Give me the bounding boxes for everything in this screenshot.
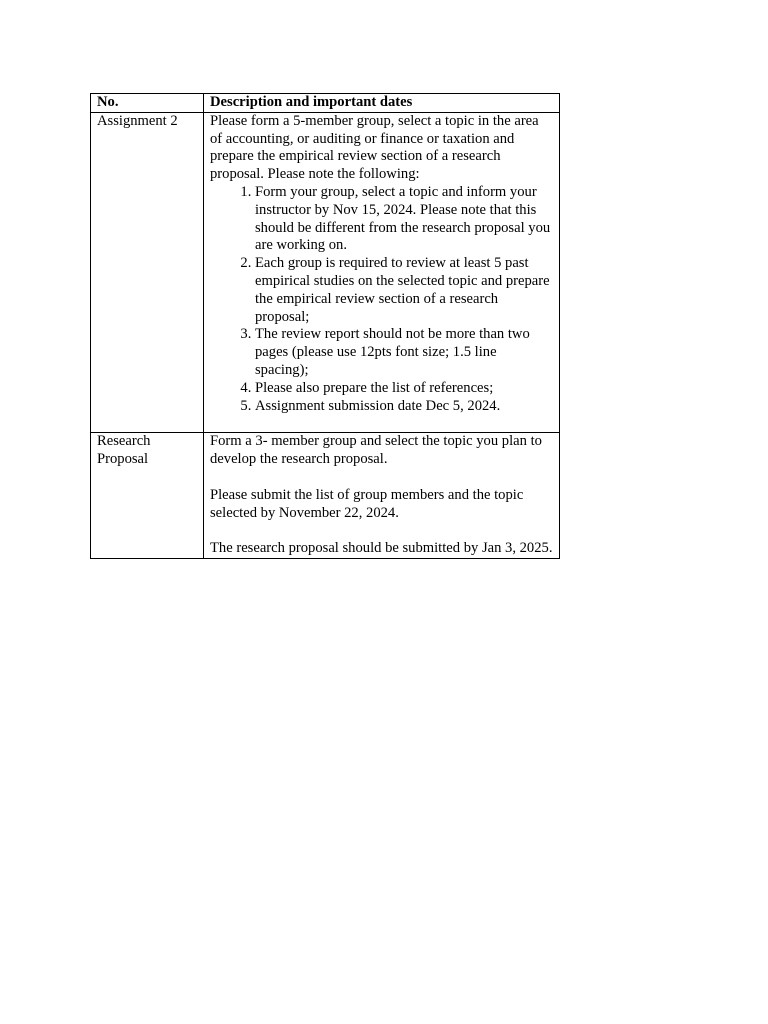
row-label-research-proposal: Research Proposal — [91, 433, 204, 559]
list-item: 5. Assignment submission date Dec 5, 2024. — [255, 398, 553, 416]
table-header-row — [91, 94, 560, 113]
row-description-research-proposal — [204, 433, 560, 559]
assignment-intro: Please form a 5-member group, select a topic in the area of accounting, or auditing or finance or taxation and prepare the empirical review section of a research proposal. Please note the following: — [210, 112, 539, 183]
list-item: 2. Each group is required to review at least 5 past empirical studies on the selected topic and prepare the empirical review section of a research proposal; — [255, 255, 553, 326]
list-item: 4. Please also prepare the list of references; — [255, 380, 553, 398]
list-item: 1. Form your group, select a topic and inform your instructor by Nov 15, 2024. Please note that this should be different from the research proposal you are working on. — [255, 184, 553, 255]
table-row-assignment-2 — [91, 112, 560, 433]
assignments-table — [90, 93, 560, 559]
proposal-paragraph: The research proposal should be submitted by Jan 3, 2025. — [210, 540, 553, 557]
table-row-research-proposal — [91, 433, 560, 559]
proposal-paragraph: Form a 3- member group and select the topic you plan to develop the research proposal. — [210, 433, 542, 468]
header-description: Description and important dates — [204, 94, 560, 113]
row-description-assignment-2 — [204, 112, 560, 433]
list-item: 3. The review report should not be more than two pages (please use 12pts font size; 1.5 line spacing); — [255, 326, 553, 379]
header-no: No. — [91, 94, 204, 113]
row-label-assignment-2: Assignment 2 — [91, 112, 204, 433]
proposal-paragraph: Please submit the list of group members and the topic selected by November 22, 2024. — [210, 486, 524, 521]
assignment-steps-list — [210, 184, 553, 415]
